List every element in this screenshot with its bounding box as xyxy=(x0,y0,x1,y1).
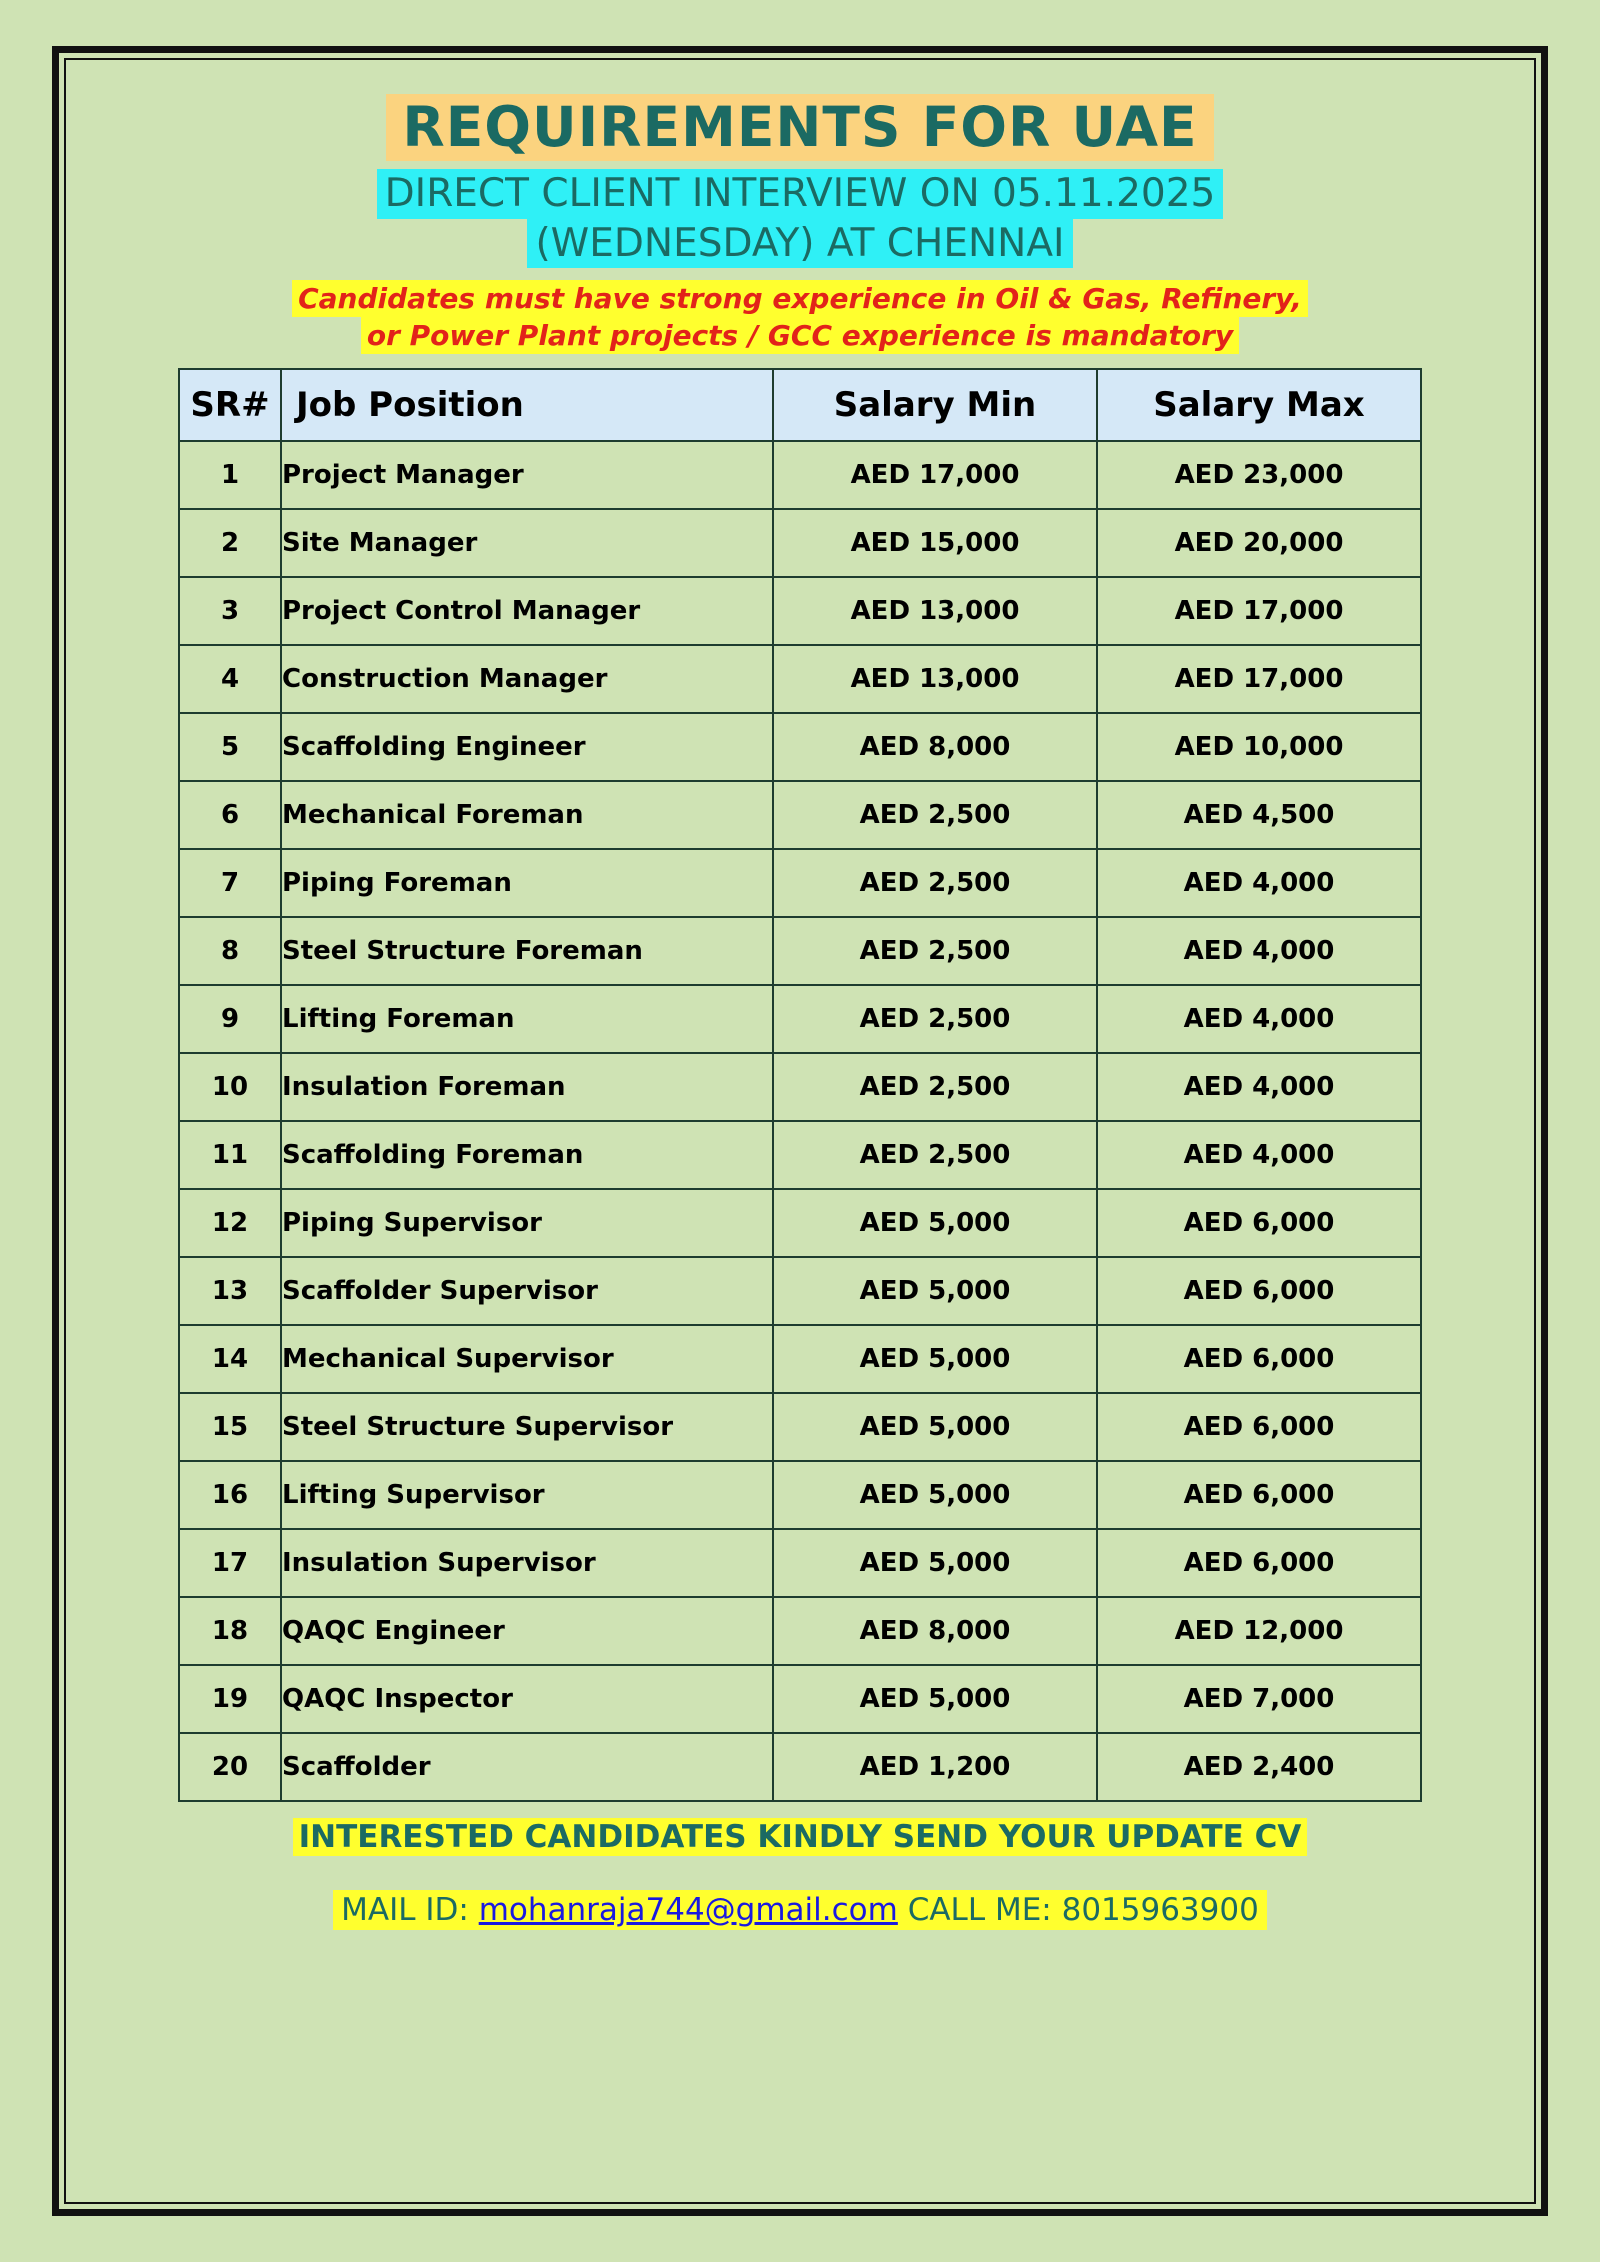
cell-sr: 15 xyxy=(179,1393,281,1461)
job-requirements-table xyxy=(178,368,1422,1802)
cell-position: Scaffolder xyxy=(281,1733,773,1801)
cell-salary-max: AED 4,000 xyxy=(1097,985,1421,1053)
cell-salary-max: AED 4,000 xyxy=(1097,849,1421,917)
cell-salary-min: AED 5,000 xyxy=(773,1461,1097,1529)
table-row xyxy=(179,985,1421,1053)
call-me-label: CALL ME: xyxy=(907,1892,1052,1929)
cell-sr: 20 xyxy=(179,1733,281,1801)
table-row xyxy=(179,1461,1421,1529)
cell-position: Insulation Supervisor xyxy=(281,1529,773,1597)
cell-sr: 1 xyxy=(179,441,281,509)
cell-sr: 12 xyxy=(179,1189,281,1257)
column-header-sr: SR# xyxy=(179,369,281,441)
mail-id-label: MAIL ID: xyxy=(341,1892,469,1929)
cell-position: Site Manager xyxy=(281,509,773,577)
table-row xyxy=(179,1733,1421,1801)
cell-salary-max: AED 20,000 xyxy=(1097,509,1421,577)
table-row xyxy=(179,713,1421,781)
contact-line xyxy=(78,1890,1522,1930)
phone-number[interactable]: 8015963900 xyxy=(1061,1892,1259,1929)
cell-sr: 19 xyxy=(179,1665,281,1733)
cell-salary-max: AED 6,000 xyxy=(1097,1461,1421,1529)
table-row xyxy=(179,1597,1421,1665)
cell-salary-min: AED 2,500 xyxy=(773,1121,1097,1189)
table-row xyxy=(179,781,1421,849)
cell-salary-min: AED 2,500 xyxy=(773,781,1097,849)
table-row xyxy=(179,577,1421,645)
cell-salary-min: AED 2,500 xyxy=(773,917,1097,985)
cell-sr: 17 xyxy=(179,1529,281,1597)
table-head xyxy=(179,369,1421,441)
page-title xyxy=(78,94,1522,161)
table-body xyxy=(179,441,1421,1801)
cell-position: Steel Structure Foreman xyxy=(281,917,773,985)
cell-salary-min: AED 5,000 xyxy=(773,1529,1097,1597)
cell-sr: 14 xyxy=(179,1325,281,1393)
table-row xyxy=(179,1053,1421,1121)
interview-subtitle-line1: DIRECT CLIENT INTERVIEW ON 05.11.2025 xyxy=(377,169,1224,219)
cell-sr: 8 xyxy=(179,917,281,985)
interview-subtitle-line2: (WEDNESDAY) AT CHENNAI xyxy=(527,219,1072,269)
cell-salary-min: AED 1,200 xyxy=(773,1733,1097,1801)
table-row xyxy=(179,441,1421,509)
cell-salary-max: AED 23,000 xyxy=(1097,441,1421,509)
cell-salary-max: AED 2,400 xyxy=(1097,1733,1421,1801)
page-title-text: REQUIREMENTS FOR UAE xyxy=(386,94,1213,161)
table-row xyxy=(179,1257,1421,1325)
cell-salary-min: AED 15,000 xyxy=(773,509,1097,577)
cell-position: QAQC Engineer xyxy=(281,1597,773,1665)
cell-position: Lifting Foreman xyxy=(281,985,773,1053)
cell-position: Mechanical Supervisor xyxy=(281,1325,773,1393)
cell-position: Steel Structure Supervisor xyxy=(281,1393,773,1461)
cell-salary-max: AED 6,000 xyxy=(1097,1393,1421,1461)
cell-position: Mechanical Foreman xyxy=(281,781,773,849)
cell-salary-min: AED 5,000 xyxy=(773,1393,1097,1461)
poster-content xyxy=(78,72,1522,2190)
cell-sr: 5 xyxy=(179,713,281,781)
contact-line-wrap xyxy=(333,1890,1267,1930)
table-row xyxy=(179,849,1421,917)
table-row xyxy=(179,645,1421,713)
table-row xyxy=(179,509,1421,577)
eligibility-note xyxy=(78,280,1522,354)
cell-salary-max: AED 6,000 xyxy=(1097,1189,1421,1257)
column-header-salary-min: Salary Min xyxy=(773,369,1097,441)
cell-sr: 2 xyxy=(179,509,281,577)
cell-sr: 10 xyxy=(179,1053,281,1121)
table-row xyxy=(179,1121,1421,1189)
cell-position: Piping Supervisor xyxy=(281,1189,773,1257)
cell-salary-min: AED 17,000 xyxy=(773,441,1097,509)
cell-position: Scaffolding Engineer xyxy=(281,713,773,781)
cell-salary-max: AED 4,000 xyxy=(1097,1053,1421,1121)
cell-salary-max: AED 6,000 xyxy=(1097,1529,1421,1597)
cell-salary-max: AED 10,000 xyxy=(1097,713,1421,781)
cell-salary-min: AED 5,000 xyxy=(773,1189,1097,1257)
cell-position: Project Control Manager xyxy=(281,577,773,645)
cell-salary-min: AED 5,000 xyxy=(773,1665,1097,1733)
cell-position: Scaffolding Foreman xyxy=(281,1121,773,1189)
cv-instruction xyxy=(78,1818,1522,1856)
table-row xyxy=(179,1189,1421,1257)
cell-salary-max: AED 12,000 xyxy=(1097,1597,1421,1665)
cell-salary-min: AED 13,000 xyxy=(773,577,1097,645)
cell-salary-min: AED 5,000 xyxy=(773,1325,1097,1393)
cell-sr: 7 xyxy=(179,849,281,917)
cell-sr: 13 xyxy=(179,1257,281,1325)
cell-sr: 11 xyxy=(179,1121,281,1189)
table-header-row xyxy=(179,369,1421,441)
cell-salary-max: AED 6,000 xyxy=(1097,1325,1421,1393)
eligibility-note-line2: or Power Plant projects / GCC experience is mandatory xyxy=(361,317,1239,354)
cell-salary-max: AED 17,000 xyxy=(1097,645,1421,713)
cell-position: Scaffolder Supervisor xyxy=(281,1257,773,1325)
cell-position: Insulation Foreman xyxy=(281,1053,773,1121)
cell-salary-max: AED 17,000 xyxy=(1097,577,1421,645)
cell-sr: 9 xyxy=(179,985,281,1053)
cell-sr: 18 xyxy=(179,1597,281,1665)
cell-salary-min: AED 5,000 xyxy=(773,1257,1097,1325)
cell-position: Project Manager xyxy=(281,441,773,509)
cv-instruction-text: INTERESTED CANDIDATES KINDLY SEND YOUR UPDATE CV xyxy=(293,1818,1308,1856)
cell-position: Lifting Supervisor xyxy=(281,1461,773,1529)
table-row xyxy=(179,917,1421,985)
cell-salary-max: AED 4,500 xyxy=(1097,781,1421,849)
table-row xyxy=(179,1529,1421,1597)
email-link[interactable]: mohanraja744@gmail.com xyxy=(478,1892,898,1929)
cell-salary-min: AED 2,500 xyxy=(773,985,1097,1053)
cell-position: QAQC Inspector xyxy=(281,1665,773,1733)
cell-salary-max: AED 4,000 xyxy=(1097,917,1421,985)
cell-sr: 6 xyxy=(179,781,281,849)
cell-salary-max: AED 4,000 xyxy=(1097,1121,1421,1189)
cell-position: Piping Foreman xyxy=(281,849,773,917)
table-row xyxy=(179,1393,1421,1461)
column-header-salary-max: Salary Max xyxy=(1097,369,1421,441)
cell-salary-min: AED 2,500 xyxy=(773,1053,1097,1121)
table-row xyxy=(179,1325,1421,1393)
cell-position: Construction Manager xyxy=(281,645,773,713)
cell-salary-min: AED 8,000 xyxy=(773,1597,1097,1665)
eligibility-note-line1: Candidates must have strong experience in Oil & Gas, Refinery, xyxy=(292,280,1308,317)
column-header-position: Job Position xyxy=(281,369,773,441)
cell-salary-max: AED 7,000 xyxy=(1097,1665,1421,1733)
cell-salary-min: AED 2,500 xyxy=(773,849,1097,917)
cell-sr: 3 xyxy=(179,577,281,645)
cell-salary-min: AED 13,000 xyxy=(773,645,1097,713)
table-row xyxy=(179,1665,1421,1733)
cell-salary-min: AED 8,000 xyxy=(773,713,1097,781)
cell-sr: 4 xyxy=(179,645,281,713)
cell-salary-max: AED 6,000 xyxy=(1097,1257,1421,1325)
interview-subtitle xyxy=(78,169,1522,268)
cell-sr: 16 xyxy=(179,1461,281,1529)
